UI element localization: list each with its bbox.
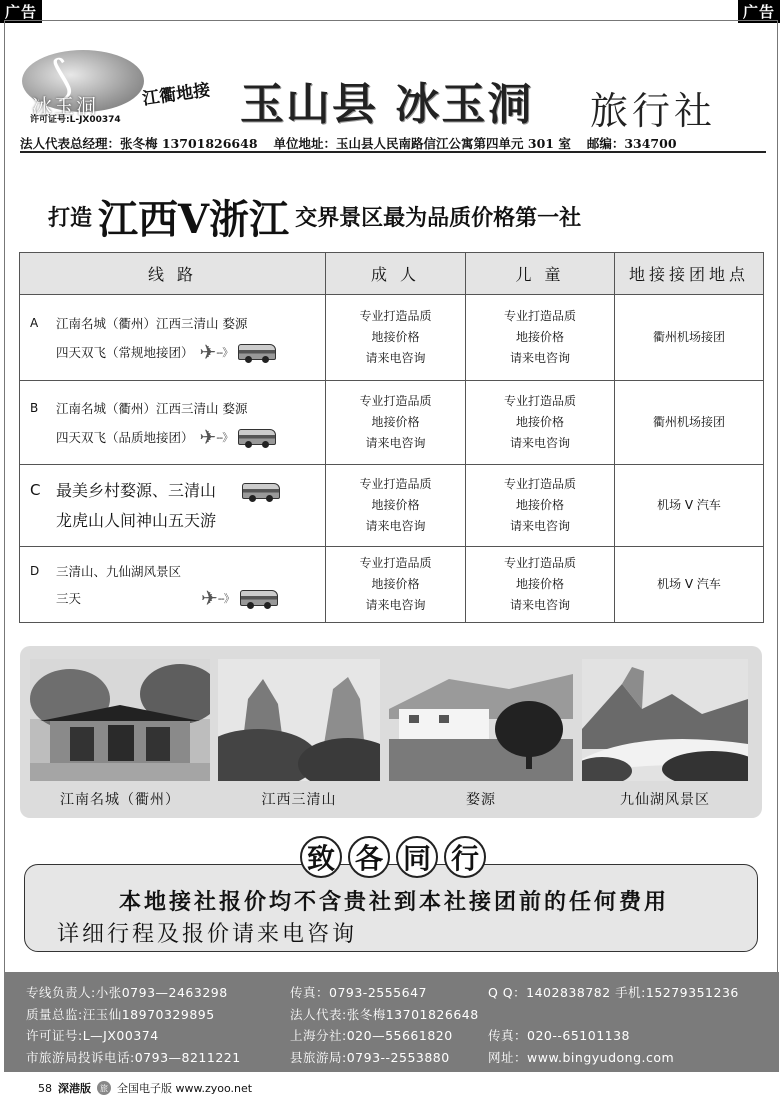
contact-website[interactable]: 网址：www.bingyudong.com <box>488 1050 675 1065</box>
greeting-char: 各 <box>348 836 390 878</box>
table-header-row <box>20 253 764 295</box>
site-link[interactable]: 全国电子版 www.zyoo.net <box>117 1082 253 1095</box>
adult-price-cell <box>326 381 466 465</box>
price-line: 专业打造品质 <box>359 394 432 408</box>
col-header-adult: 成 人 <box>326 253 466 295</box>
logo-license-text: 许可证号:L-JX00374 <box>30 115 121 125</box>
price-line: 地接价格 <box>371 415 420 429</box>
headline-prefix: 打造 <box>48 206 93 231</box>
bus-icon <box>242 483 280 499</box>
page-footer <box>38 1080 252 1096</box>
price-line: 专业打造品质 <box>503 477 576 491</box>
photo-wuyuan <box>389 659 573 781</box>
route-table <box>19 252 764 623</box>
brand-subtitle: 旅行社 <box>590 89 717 133</box>
table-row <box>20 295 764 381</box>
info-manager: 法人代表总经理：张冬梅 13701826648 <box>20 136 258 151</box>
bus-icon <box>238 344 276 360</box>
route-line-2: 龙虎山人间神山五天游 <box>56 511 217 530</box>
route-line-2: 三天 <box>56 590 82 606</box>
edition-label: 深港版 <box>58 1082 91 1095</box>
adult-price-cell <box>326 465 466 547</box>
pickup-place-cell: 机场 V 汽车 <box>615 465 764 547</box>
price-line: 专业打造品质 <box>359 556 432 570</box>
logo-text: 冰玉洞 <box>32 94 98 118</box>
price-line: 请来电咨询 <box>509 436 570 450</box>
pickup-place-cell: 机场 V 汽车 <box>615 547 764 623</box>
price-line: 请来电咨询 <box>365 519 426 533</box>
bus-icon <box>238 429 276 445</box>
greeting-char: 同 <box>396 836 438 878</box>
price-line: 地接价格 <box>515 577 564 591</box>
contact-county-bureau: 县旅游局:0793--2553880 <box>290 1050 450 1065</box>
notice-line-2: 详细行程及报价请来电咨询 <box>57 922 358 947</box>
child-price-cell <box>466 295 615 381</box>
contact-footer <box>4 972 779 1072</box>
price-line: 专业打造品质 <box>359 477 432 491</box>
headline-emphasis: 江西V浙江 <box>98 196 290 243</box>
col-header-child: 儿 童 <box>466 253 615 295</box>
company-logo <box>22 44 144 126</box>
route-cell <box>20 465 326 547</box>
airplane-icon: ✈ <box>201 585 218 610</box>
table-row <box>20 547 764 623</box>
greeting-char: 行 <box>444 836 486 878</box>
price-line: 专业打造品质 <box>503 394 576 408</box>
greeting <box>300 836 486 878</box>
logo-swoosh-icon: ⟆ <box>46 48 76 106</box>
arrow-text: --》 <box>216 430 233 444</box>
headline-suffix: 交界景区最为品质价格第一社 <box>295 206 582 231</box>
price-line: 专业打造品质 <box>503 309 576 323</box>
greeting-char: 致 <box>300 836 342 878</box>
headline <box>48 188 581 245</box>
pickup-place-cell: 衢州机场接团 <box>615 381 764 465</box>
child-price-cell <box>466 547 615 623</box>
brand-title: 玉山县 冰玉洞 <box>240 79 534 130</box>
company-info-line <box>20 134 766 152</box>
region-slogan: 江衢地接 <box>141 80 212 110</box>
arrow-text: --》 <box>216 345 233 359</box>
route-code: C <box>30 481 41 499</box>
photo-sanqingshan <box>218 659 380 781</box>
price-line: 地接价格 <box>515 330 564 344</box>
contact-complaint: 市旅游局投诉电话:0793—8211221 <box>26 1050 241 1065</box>
route-line-1: 最美乡村婺源、三清山 <box>56 481 217 500</box>
col-header-pickup: 地接接团地点 <box>615 253 764 295</box>
table-row <box>20 381 764 465</box>
route-line-1: 江南名城（衢州）江西三清山 婺源 <box>56 315 248 331</box>
price-line: 地接价格 <box>371 577 420 591</box>
scenery-photo-panel <box>20 646 762 818</box>
price-line: 请来电咨询 <box>365 598 426 612</box>
route-code: B <box>30 400 39 415</box>
arrow-text: --》 <box>217 591 234 605</box>
edition-badge-icon: 旅 <box>97 1081 111 1095</box>
header-divider <box>20 151 766 153</box>
price-line: 地接价格 <box>515 415 564 429</box>
route-code: D <box>30 563 40 578</box>
contact-shanghai: 上海分社:020—55661820 <box>290 1028 453 1043</box>
ad-tag-left: 广告 <box>0 0 42 23</box>
contact-license: 许可证号:L—JX00374 <box>26 1028 159 1043</box>
adult-price-cell <box>326 295 466 381</box>
caption-wuyuan: 婺源 <box>466 792 496 808</box>
caption-sanqingshan: 江西三清山 <box>261 792 337 808</box>
airplane-icon: ✈ <box>199 424 217 449</box>
price-line: 地接价格 <box>515 498 564 512</box>
ad-tag-right: 广告 <box>738 0 780 23</box>
caption-jiuxianhu: 九仙湖风景区 <box>620 792 710 808</box>
page-number: 58 <box>38 1081 52 1095</box>
caption-quzhou: 江南名城（衢州） <box>60 792 180 808</box>
child-price-cell <box>466 465 615 547</box>
price-line: 专业打造品质 <box>503 556 576 570</box>
col-header-route: 线 路 <box>20 253 326 295</box>
table-row <box>20 465 764 547</box>
route-line-1: 三清山、九仙湖风景区 <box>56 563 182 579</box>
price-line: 专业打造品质 <box>359 309 432 323</box>
pickup-place-cell: 衢州机场接团 <box>615 295 764 381</box>
adult-price-cell <box>326 547 466 623</box>
price-line: 请来电咨询 <box>365 436 426 450</box>
route-line-2: 四天双飞（常规地接团） <box>56 344 194 360</box>
contact-shanghai-fax: 传真：020--65101138 <box>488 1028 631 1043</box>
route-code: A <box>30 315 39 330</box>
bus-icon <box>240 590 278 606</box>
price-line: 地接价格 <box>371 330 420 344</box>
route-cell <box>20 547 326 623</box>
notice-line-1: 本地接社报价均不含贵社到本社接团前的任何费用 <box>119 890 670 915</box>
contact-hotline: 专线负责人:小张0793—2463298 <box>26 985 228 1000</box>
price-line: 请来电咨询 <box>509 598 570 612</box>
price-line: 请来电咨询 <box>365 351 426 365</box>
contact-fax: 传真：0793-2555647 <box>290 985 427 1000</box>
price-line: 请来电咨询 <box>509 351 570 365</box>
contact-quality: 质量总监:汪玉仙18970329895 <box>26 1007 215 1022</box>
info-postcode: 邮编：334700 <box>586 136 677 151</box>
price-line: 地接价格 <box>371 498 420 512</box>
info-address: 单位地址：玉山县人民南路信江公寓第四单元 301 室 <box>273 136 571 151</box>
airplane-icon: ✈ <box>199 339 217 364</box>
route-cell <box>20 381 326 465</box>
contact-legal-rep: 法人代表:张冬梅13701826648 <box>290 1007 479 1022</box>
route-cell <box>20 295 326 381</box>
contact-qq-mobile: Q Q：1402838782 手机:15279351236 <box>488 985 739 1000</box>
photo-jiuxianhu <box>582 659 748 781</box>
photo-quzhou <box>30 659 210 781</box>
route-line-2: 四天双飞（品质地接团） <box>56 429 194 445</box>
price-line: 请来电咨询 <box>509 519 570 533</box>
child-price-cell <box>466 381 615 465</box>
route-line-1: 江南名城（衢州）江西三清山 婺源 <box>56 400 248 416</box>
